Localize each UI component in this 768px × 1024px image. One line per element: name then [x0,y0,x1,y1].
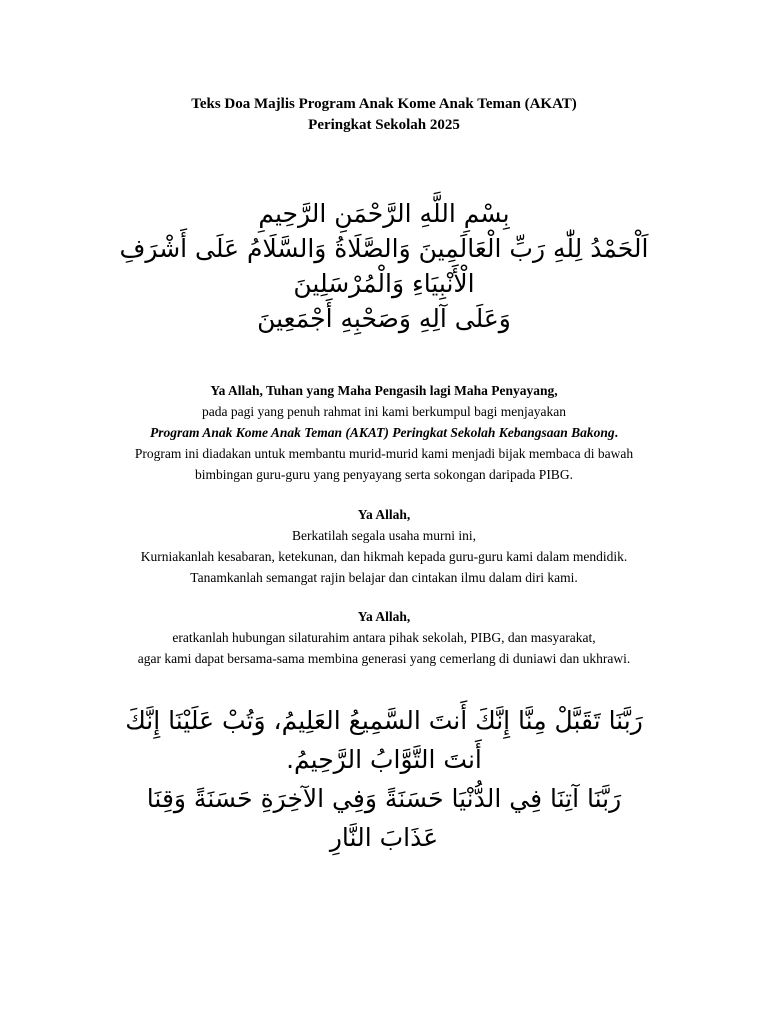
section-1-heading: Ya Allah, Tuhan yang Maha Pengasih lagi Maha Penyayang, [210,383,558,398]
arabic-closing-line-4: عَذَابَ النَّارِ [329,823,439,852]
arabic-opening-line-2: اَلْحَمْدُ لِلّٰهِ رَبِّ الْعَالَمِينَ وَالصَّلَاةُ وَالسَّلَامُ عَلَى أَشْرَفِ [119,234,649,263]
section-3-heading: Ya Allah, [357,609,411,624]
section-2-line-3: Tanamkanlah semangat rajin belajar dan cintakan ilmu dalam diri kami. [190,570,578,585]
section-1-line-3: Program ini diadakan untuk membantu murid-murid kami menjadi bijak membaca di bawah [134,446,634,461]
section-2-heading: Ya Allah, [357,507,411,522]
title-line-1: Teks Doa Majlis Program Anak Kome Anak Teman (AKAT) [191,96,577,112]
section-3-line-1: eratkanlah hubungan silaturahim antara pihak sekolah, PIBG, dan masyarakat, [172,630,596,645]
section-1-program-line [0,422,768,443]
program-name: Program Anak Kome Anak Teman (AKAT) Peringkat Sekolah Kebangsaan Bakong [149,425,615,440]
bismillah-line: بِسْمِ اللَّهِ الرَّحْمَنِ الرَّحِيمِ [258,199,510,228]
section-1-line-1: pada pagi yang penuh rahmat ini kami berkumpul bagi menjayakan [201,404,566,419]
document-title [0,94,768,136]
arabic-closing-line-2: أَنتَ التَّوَّابُ الرَّحِيمُ. [286,745,482,774]
arabic-closing-line-1: رَبَّنَا تَقَبَّلْ مِنَّا إِنَّكَ أَنتَ السَّمِيعُ العَلِيمُ، وَتُبْ عَلَيْنَا إِنَّكَ [125,706,643,735]
prayer-section-1 [0,380,768,485]
section-1-line-4: bimbingan guru-guru yang penyayang serta sokongan daripada PIBG. [195,467,573,482]
prayer-section-3 [0,606,768,669]
arabic-opening-line-3: الْأَنْبِيَاءِ وَالْمُرْسَلِينَ [293,269,475,298]
arabic-opening-prayer [40,196,728,336]
arabic-closing-line-3: رَبَّنَا آتِنَا فِي الدُّنْيَا حَسَنَةً وَفِي الآخِرَةِ حَسَنَةً وَقِنَا [146,784,622,813]
section-2-line-2: Kurniakanlah kesabaran, ketekunan, dan hikmah kepada guru-guru kami dalam mendidik. [140,549,628,564]
arabic-opening-line-4: وَعَلَى آلِهِ وَصَحْبِهِ أَجْمَعِينَ [257,304,511,333]
section-2-line-1: Berkatilah segala usaha murni ini, [291,528,477,543]
prayer-section-2 [0,504,768,588]
section-3-line-2: agar kami dapat bersama-sama membina generasi yang cemerlang di duniawi dan ukhrawi. [137,651,631,666]
arabic-closing-prayer [40,701,728,857]
program-name-suffix: . [614,425,619,440]
title-line-2: Peringkat Sekolah 2025 [308,117,460,133]
